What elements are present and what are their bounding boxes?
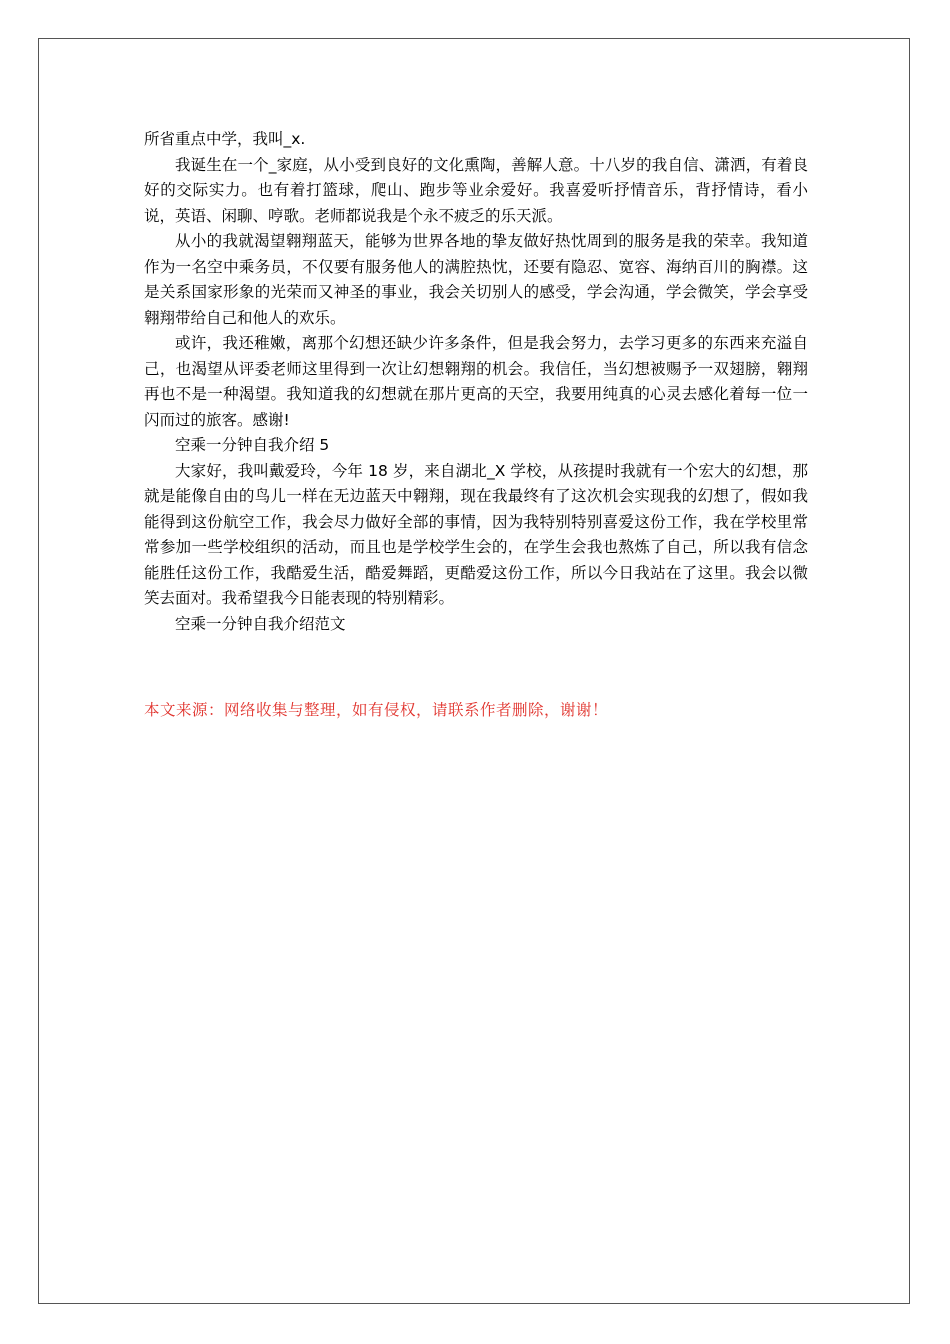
document-body — [144, 127, 808, 637]
paragraph-dream-service: 从小的我就渴望翱翔蓝天，能够为世界各地的挚友做好热忱周到的服务是我的荣幸。我知道作为一名空中乘务员，不仅要有服务他人的满腔热忱，还要有隐忍、宽容、海纳百川的胸襟。这是关系国家形象的光荣而又神圣的事业，我会关切别人的感受，学会沟通，学会微笑，学会享受翱翔带给自己和他人的欢乐。 — [144, 232, 808, 327]
paragraph-intro-fragment: 所省重点中学，我叫_x. — [144, 130, 306, 148]
paragraph-dai-ailing: 大家好，我叫戴爱玲，今年 18 岁，来自湖北_X 学校，从孩提时我就有一个宏大的幻想，那就是能像自由的鸟儿一样在无边蓝天中翱翔，现在我最终有了这次机会实现我的幻想了，假如我能得到这份航空工作，我会尽力做好全部的事情，因为我特别特别喜爱这份工作，我在学校里常常参加一些学校组织的活动，而且也是学校学生会的，在学生会我也熬炼了自己，所以我有信念能胜任这份工作，我酷爱生活，酷爱舞蹈，更酷爱这份工作，所以今日我站在了这里。我会以微笑去面对。我希望我今日能表现的特别精彩。 — [144, 461, 808, 607]
section-heading-sample: 空乘一分钟自我介绍范文 — [175, 614, 346, 633]
paragraph-effort-thanks: 或许，我还稚嫩，离那个幻想还缺少许多条件，但是我会努力，去学习更多的东西来充溢自己，也渴望从评委老师这里得到一次让幻想翱翔的机会。我信任，当幻想被赐予一双翅膀，翱翔再也不是一种渴望。我知道我的幻想就在那片更高的天空，我要用纯真的心灵去感化着每一位一闪而过的旅客。感谢! — [144, 334, 808, 429]
paragraph-family-hobbies: 我诞生在一个_家庭，从小受到良好的文化熏陶，善解人意。十八岁的我自信、潇洒，有着良好的交际实力。也有着打篮球，爬山、跑步等业余爱好。我喜爱听抒情音乐，背抒情诗，看小说，英语、闲聊、哼歌。老师都说我是个永不疲乏的乐天派。 — [144, 155, 808, 225]
source-disclaimer: 本文来源：网络收集与整理，如有侵权，请联系作者删除，谢谢！ — [144, 701, 609, 719]
section-heading-intro-5: 空乘一分钟自我介绍 5 — [175, 436, 330, 454]
